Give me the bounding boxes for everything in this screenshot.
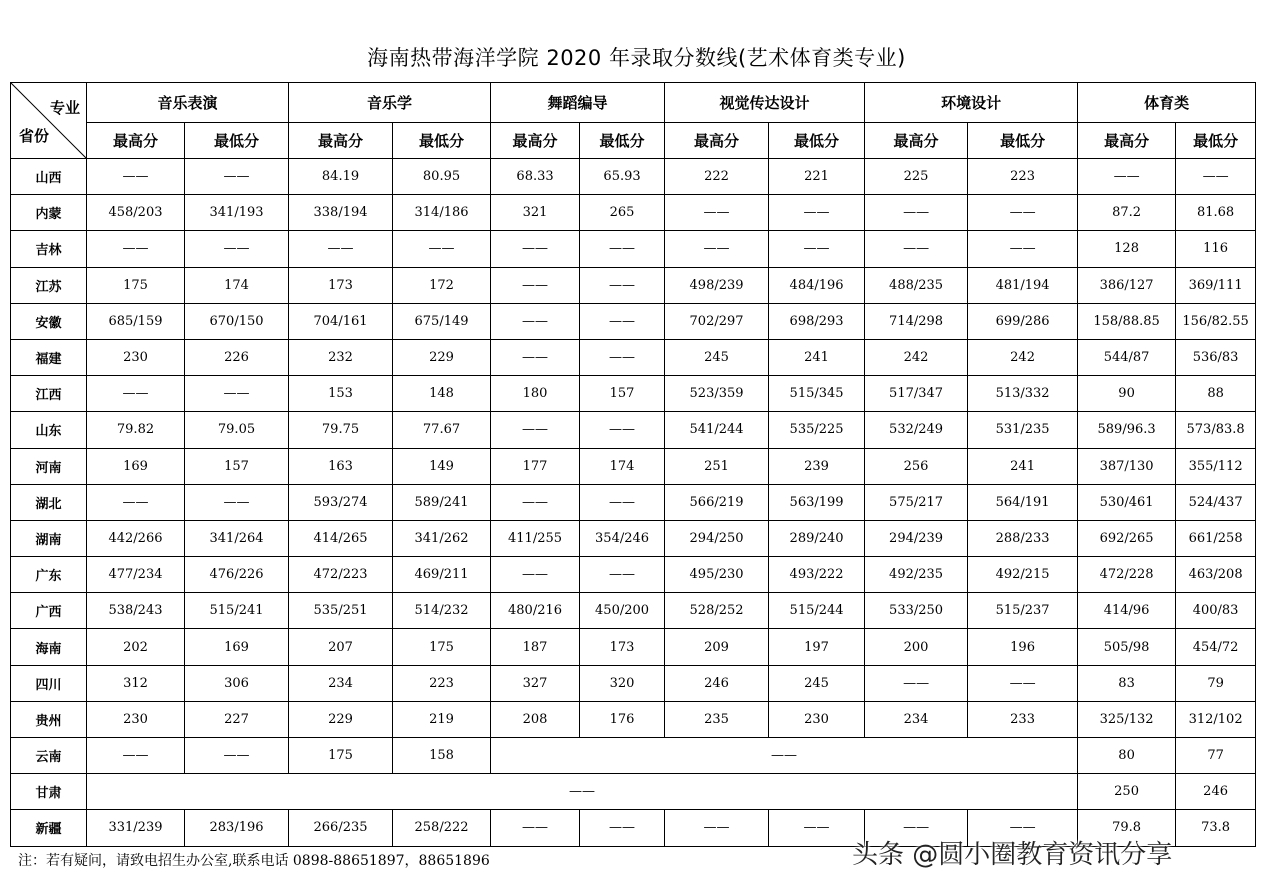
score-cell: ——	[580, 810, 665, 846]
score-cell: 289/240	[769, 520, 865, 556]
score-cell: ——	[865, 665, 968, 701]
score-cell: 498/239	[665, 267, 769, 303]
score-cell: 116	[1176, 231, 1256, 267]
table-row	[11, 267, 1256, 303]
score-cell: 463/208	[1176, 557, 1256, 593]
score-cell: ——	[865, 810, 968, 846]
score-cell: 575/217	[865, 484, 968, 520]
score-cell: 515/237	[968, 593, 1078, 629]
score-cell: 149	[393, 448, 491, 484]
score-cell: 541/244	[665, 412, 769, 448]
score-cell: 169	[185, 629, 289, 665]
province-cell: 山西	[11, 159, 87, 195]
score-cell: 593/274	[289, 484, 393, 520]
score-cell: 314/186	[393, 195, 491, 231]
table-row	[11, 159, 1256, 195]
score-cell: 566/219	[665, 484, 769, 520]
score-cell: 493/222	[769, 557, 865, 593]
score-cell: 523/359	[665, 376, 769, 412]
score-cell: 702/297	[665, 303, 769, 339]
score-cell: 163	[289, 448, 393, 484]
score-cell: 528/252	[665, 593, 769, 629]
score-cell: 400/83	[1176, 593, 1256, 629]
score-cell: 233	[968, 701, 1078, 737]
score-cell: 589/96.3	[1078, 412, 1176, 448]
min-score-header: 最低分	[393, 123, 491, 159]
score-cell: 414/265	[289, 520, 393, 556]
score-cell: 692/265	[1078, 520, 1176, 556]
score-cell: ——	[491, 267, 580, 303]
score-cell: 369/111	[1176, 267, 1256, 303]
score-cell: ——	[1078, 159, 1176, 195]
score-cell: 472/228	[1078, 557, 1176, 593]
max-score-header: 最高分	[865, 123, 968, 159]
score-cell: 208	[491, 701, 580, 737]
score-cell: 294/250	[665, 520, 769, 556]
score-cell: 223	[968, 159, 1078, 195]
max-score-header: 最高分	[491, 123, 580, 159]
score-cell: 484/196	[769, 267, 865, 303]
score-cell: ——	[289, 231, 393, 267]
score-cell: 675/149	[393, 303, 491, 339]
score-cell: 538/243	[87, 593, 185, 629]
score-cell: 454/72	[1176, 629, 1256, 665]
score-cell: 515/345	[769, 376, 865, 412]
score-cell: 207	[289, 629, 393, 665]
score-cell: 79	[1176, 665, 1256, 701]
header-row-scores	[11, 123, 1256, 159]
score-cell: 222	[665, 159, 769, 195]
score-cell: ——	[968, 810, 1078, 846]
score-cell: ——	[491, 484, 580, 520]
score-cell: 174	[185, 267, 289, 303]
watermark: 头条 @圆小圈教育资讯分享	[852, 840, 1173, 870]
score-cell: ——	[87, 231, 185, 267]
score-cell: 354/246	[580, 520, 665, 556]
score-cell: ——	[580, 339, 665, 375]
score-cell: 536/83	[1176, 339, 1256, 375]
score-cell: 68.33	[491, 159, 580, 195]
score-cell: 414/96	[1078, 593, 1176, 629]
score-cell: 524/437	[1176, 484, 1256, 520]
score-cell: 77.67	[393, 412, 491, 448]
score-cell: 83	[1078, 665, 1176, 701]
score-cell: ——	[769, 195, 865, 231]
score-cell: ——	[580, 412, 665, 448]
score-cell: 223	[393, 665, 491, 701]
score-cell: 81.68	[1176, 195, 1256, 231]
province-cell: 甘肃	[11, 774, 87, 810]
score-cell: 80.95	[393, 159, 491, 195]
score-cell: 73.8	[1176, 810, 1256, 846]
score-cell: 411/255	[491, 520, 580, 556]
corner-label-province: 省份	[19, 127, 50, 145]
province-cell: 四川	[11, 665, 87, 701]
score-cell: 175	[393, 629, 491, 665]
score-cell: 544/87	[1078, 339, 1176, 375]
score-cell: 84.19	[289, 159, 393, 195]
score-cell: 187	[491, 629, 580, 665]
diagonal-line	[11, 83, 86, 158]
score-cell: 306	[185, 665, 289, 701]
score-cell: 258/222	[393, 810, 491, 846]
score-cell: 157	[580, 376, 665, 412]
table-row	[11, 303, 1256, 339]
table-body	[11, 159, 1256, 847]
table-corner-header	[11, 83, 87, 159]
score-cell: ——	[580, 484, 665, 520]
score-cell: 202	[87, 629, 185, 665]
major-header: 舞蹈编导	[491, 83, 665, 123]
score-cell: ——	[968, 665, 1078, 701]
score-cell: 505/98	[1078, 629, 1176, 665]
score-cell: 153	[289, 376, 393, 412]
score-cell: 90	[1078, 376, 1176, 412]
score-cell: 341/193	[185, 195, 289, 231]
major-header: 环境设计	[865, 83, 1078, 123]
score-cell: 477/234	[87, 557, 185, 593]
min-score-header: 最低分	[968, 123, 1078, 159]
score-cell: 685/159	[87, 303, 185, 339]
score-cell: 242	[968, 339, 1078, 375]
table-row	[11, 557, 1256, 593]
score-cell: 495/230	[665, 557, 769, 593]
score-cell: 480/216	[491, 593, 580, 629]
score-cell: 77	[1176, 738, 1256, 774]
score-cell: ——	[580, 557, 665, 593]
score-cell: 442/266	[87, 520, 185, 556]
score-cell: 530/461	[1078, 484, 1176, 520]
score-cell: 492/235	[865, 557, 968, 593]
score-cell: 219	[393, 701, 491, 737]
score-cell: 235	[665, 701, 769, 737]
max-score-header: 最高分	[289, 123, 393, 159]
score-cell: 355/112	[1176, 448, 1256, 484]
province-cell: 广东	[11, 557, 87, 593]
score-cell: 239	[769, 448, 865, 484]
province-cell: 新疆	[11, 810, 87, 846]
score-cell: 226	[185, 339, 289, 375]
score-cell: 320	[580, 665, 665, 701]
score-cell: 173	[289, 267, 393, 303]
score-cell: 225	[865, 159, 968, 195]
province-cell: 云南	[11, 738, 87, 774]
score-cell: 472/223	[289, 557, 393, 593]
score-cell: 148	[393, 376, 491, 412]
score-cell: 156/82.55	[1176, 303, 1256, 339]
major-header: 视觉传达设计	[665, 83, 865, 123]
score-cell: 200	[865, 629, 968, 665]
score-cell: 387/130	[1078, 448, 1176, 484]
score-cell: 173	[580, 629, 665, 665]
table-row	[11, 629, 1256, 665]
score-cell: 469/211	[393, 557, 491, 593]
score-cell: ——	[491, 810, 580, 846]
score-cell: 230	[769, 701, 865, 737]
province-cell: 广西	[11, 593, 87, 629]
score-cell: ——	[665, 810, 769, 846]
score-cell: 158/88.85	[1078, 303, 1176, 339]
score-cell: 698/293	[769, 303, 865, 339]
table-row	[11, 665, 1256, 701]
score-cell: 670/150	[185, 303, 289, 339]
province-cell: 吉林	[11, 231, 87, 267]
score-cell: ——	[665, 231, 769, 267]
score-cell: 312	[87, 665, 185, 701]
score-cell: 265	[580, 195, 665, 231]
score-cell: 476/226	[185, 557, 289, 593]
score-cell: 172	[393, 267, 491, 303]
province-cell: 湖南	[11, 520, 87, 556]
score-cell: ——	[491, 339, 580, 375]
score-cell: 699/286	[968, 303, 1078, 339]
score-cell: 79.05	[185, 412, 289, 448]
score-cell: 488/235	[865, 267, 968, 303]
score-cell: ——	[491, 557, 580, 593]
score-cell: 331/239	[87, 810, 185, 846]
table-row	[11, 738, 1256, 774]
merged-score-cell: ——	[491, 738, 1078, 774]
score-cell: 229	[393, 339, 491, 375]
score-cell: 209	[665, 629, 769, 665]
score-cell: ——	[580, 303, 665, 339]
score-cell: 175	[289, 738, 393, 774]
score-cell: 533/250	[865, 593, 968, 629]
score-cell: 492/215	[968, 557, 1078, 593]
score-cell: 180	[491, 376, 580, 412]
score-cell: 283/196	[185, 810, 289, 846]
score-cell: 177	[491, 448, 580, 484]
score-cell: 704/161	[289, 303, 393, 339]
score-cell: 232	[289, 339, 393, 375]
table-row	[11, 231, 1256, 267]
major-header: 体育类	[1078, 83, 1256, 123]
score-cell: 241	[968, 448, 1078, 484]
score-cell: ——	[87, 484, 185, 520]
province-cell: 江西	[11, 376, 87, 412]
table-row	[11, 376, 1256, 412]
province-cell: 贵州	[11, 701, 87, 737]
table-row	[11, 484, 1256, 520]
score-cell: 197	[769, 629, 865, 665]
score-cell: ——	[769, 231, 865, 267]
table-row	[11, 412, 1256, 448]
header-row-majors	[11, 83, 1256, 123]
province-cell: 海南	[11, 629, 87, 665]
contact-note: 注：若有疑问，请致电招生办公室,联系电话 0898-88651897，88651896	[18, 853, 490, 869]
score-cell: 250	[1078, 774, 1176, 810]
score-cell: ——	[185, 231, 289, 267]
min-score-header: 最低分	[1176, 123, 1256, 159]
merged-score-cell: ——	[87, 774, 1078, 810]
score-cell: 79.82	[87, 412, 185, 448]
score-cell: 481/194	[968, 267, 1078, 303]
score-cell: 242	[865, 339, 968, 375]
score-cell: 450/200	[580, 593, 665, 629]
max-score-header: 最高分	[87, 123, 185, 159]
min-score-header: 最低分	[769, 123, 865, 159]
max-score-header: 最高分	[665, 123, 769, 159]
score-cell: 589/241	[393, 484, 491, 520]
score-cell: 221	[769, 159, 865, 195]
score-cell: 714/298	[865, 303, 968, 339]
score-cell: 517/347	[865, 376, 968, 412]
score-cell: 513/332	[968, 376, 1078, 412]
score-cell: ——	[665, 195, 769, 231]
score-cell: 227	[185, 701, 289, 737]
score-cell: ——	[968, 195, 1078, 231]
score-cell: 169	[87, 448, 185, 484]
score-cell: 241	[769, 339, 865, 375]
min-score-header: 最低分	[185, 123, 289, 159]
score-cell: 230	[87, 701, 185, 737]
score-cell: 321	[491, 195, 580, 231]
score-cell: ——	[865, 231, 968, 267]
score-cell: ——	[1176, 159, 1256, 195]
score-cell: 325/132	[1078, 701, 1176, 737]
score-cell: ——	[580, 231, 665, 267]
score-cell: 386/127	[1078, 267, 1176, 303]
score-cell: 245	[769, 665, 865, 701]
min-score-header: 最低分	[580, 123, 665, 159]
score-cell: 176	[580, 701, 665, 737]
score-cell: ——	[491, 231, 580, 267]
score-cell: 341/262	[393, 520, 491, 556]
score-cell: ——	[968, 231, 1078, 267]
score-cell: 256	[865, 448, 968, 484]
score-cell: ——	[185, 484, 289, 520]
score-cell: 573/83.8	[1176, 412, 1256, 448]
score-cell: 245	[665, 339, 769, 375]
score-cell: ——	[185, 738, 289, 774]
score-cell: 458/203	[87, 195, 185, 231]
score-cell: 251	[665, 448, 769, 484]
province-cell: 湖北	[11, 484, 87, 520]
score-cell: 294/239	[865, 520, 968, 556]
score-cell: 79.8	[1078, 810, 1176, 846]
score-cell: 531/235	[968, 412, 1078, 448]
major-header: 音乐表演	[87, 83, 289, 123]
score-cell: 515/241	[185, 593, 289, 629]
score-cell: ——	[491, 412, 580, 448]
score-cell: 158	[393, 738, 491, 774]
admission-score-table	[10, 82, 1256, 847]
score-cell: 288/233	[968, 520, 1078, 556]
table-row	[11, 195, 1256, 231]
score-cell: ——	[393, 231, 491, 267]
score-cell: 312/102	[1176, 701, 1256, 737]
score-cell: 230	[87, 339, 185, 375]
table-row	[11, 520, 1256, 556]
score-cell: 87.2	[1078, 195, 1176, 231]
score-cell: ——	[87, 738, 185, 774]
score-cell: ——	[185, 376, 289, 412]
score-cell: 229	[289, 701, 393, 737]
table-row	[11, 701, 1256, 737]
score-cell: 564/191	[968, 484, 1078, 520]
table-row	[11, 774, 1256, 810]
province-cell: 山东	[11, 412, 87, 448]
province-cell: 安徽	[11, 303, 87, 339]
max-score-header: 最高分	[1078, 123, 1176, 159]
score-cell: 157	[185, 448, 289, 484]
province-cell: 河南	[11, 448, 87, 484]
score-cell: 234	[865, 701, 968, 737]
table-row	[11, 339, 1256, 375]
score-cell: 266/235	[289, 810, 393, 846]
score-cell: 327	[491, 665, 580, 701]
corner-label-major: 专业	[49, 99, 80, 117]
score-cell: 514/232	[393, 593, 491, 629]
score-cell: 515/244	[769, 593, 865, 629]
score-cell: 563/199	[769, 484, 865, 520]
score-cell: 174	[580, 448, 665, 484]
score-cell: ——	[87, 376, 185, 412]
score-cell: 234	[289, 665, 393, 701]
score-cell: ——	[580, 267, 665, 303]
score-cell: ——	[87, 159, 185, 195]
score-cell: 246	[665, 665, 769, 701]
score-cell: 661/258	[1176, 520, 1256, 556]
table-row	[11, 448, 1256, 484]
score-cell: 79.75	[289, 412, 393, 448]
province-cell: 内蒙	[11, 195, 87, 231]
score-cell: 532/249	[865, 412, 968, 448]
score-cell: ——	[491, 303, 580, 339]
score-cell: ——	[185, 159, 289, 195]
score-cell: 88	[1176, 376, 1256, 412]
score-cell: 80	[1078, 738, 1176, 774]
score-cell: ——	[769, 810, 865, 846]
score-cell: 175	[87, 267, 185, 303]
page-title: 海南热带海洋学院 2020 年录取分数线(艺术体育类专业)	[367, 46, 906, 70]
province-cell: 江苏	[11, 267, 87, 303]
score-cell: 535/225	[769, 412, 865, 448]
score-cell: 341/264	[185, 520, 289, 556]
score-cell: 535/251	[289, 593, 393, 629]
province-cell: 福建	[11, 339, 87, 375]
score-cell: 338/194	[289, 195, 393, 231]
score-cell: 196	[968, 629, 1078, 665]
score-cell: 246	[1176, 774, 1256, 810]
score-cell: ——	[865, 195, 968, 231]
table-row	[11, 593, 1256, 629]
score-cell: 128	[1078, 231, 1176, 267]
major-header: 音乐学	[289, 83, 491, 123]
score-cell: 65.93	[580, 159, 665, 195]
